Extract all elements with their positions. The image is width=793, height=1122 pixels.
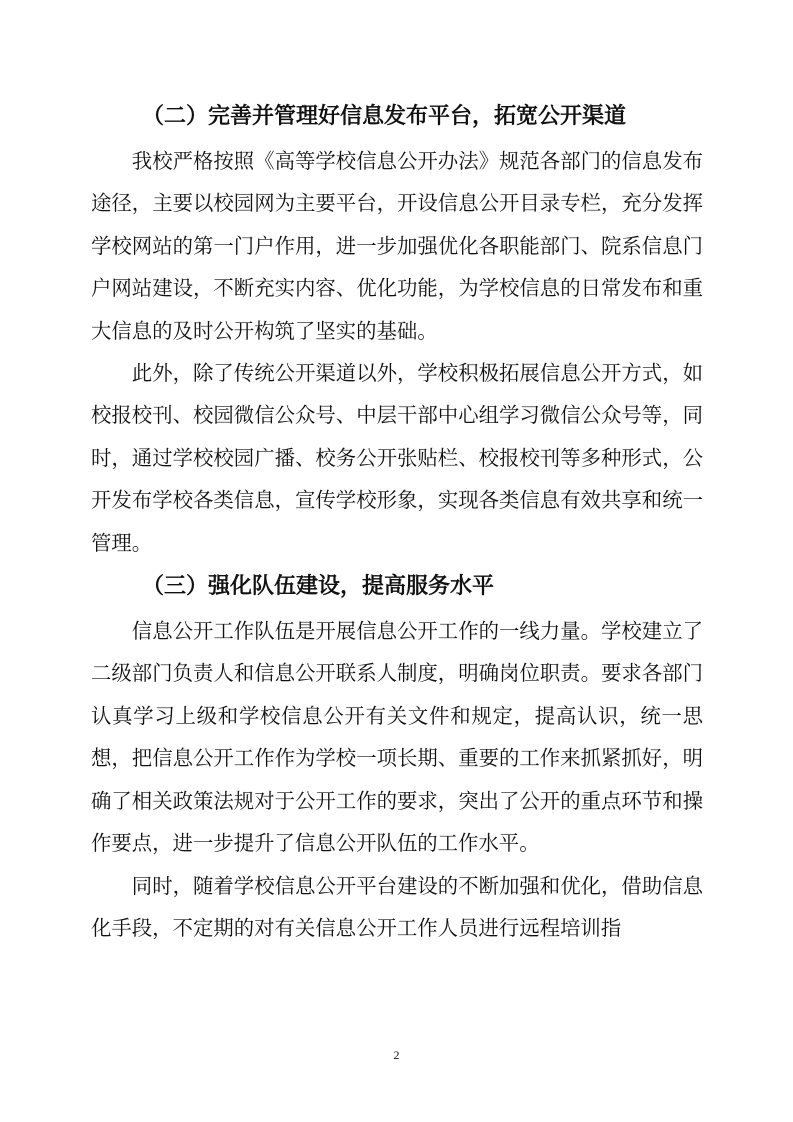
page-number: 2	[393, 1048, 400, 1062]
section-heading-team: （三）强化队伍建设，提高服务水平	[142, 574, 495, 600]
paragraph-platform-publishing: 我校严格按照《高等学校信息公开办法》规范各部门的信息发布途径，主要以校园网为主要平台，开设信息公开目录专栏，充分发挥学校网站的第一门户作用，进一步加强优化各职能部门、院系信息门户网站建设，不断充实内容、优化功能，为学校信息的日常发布和重大信息的及时公开构筑了坚实的基础。	[91, 149, 703, 343]
section-heading-platform: （二）完善并管理好信息发布平台，拓宽公开渠道	[142, 104, 627, 129]
paragraph-team-building: 信息公开工作队伍是开展信息公开工作的一线力量。学校建立了二级部门负责人和信息公开联系人制度，明确岗位职责。要求各部门认真学习上级和学校信息公开有关文件和规定，提高认识，统一思想，把信息公开工作作为学校一项长期、重要的工作来抓紧抓好，明确了相关政策法规对于公开工作的要求，突出了公开的重点环节和操作要点，进一步提升了信息公开队伍的工作水平。	[91, 619, 703, 856]
paragraph-channel-expansion: 此外，除了传统公开渠道以外，学校积极拓展信息公开方式，如校报校刊、校园微信公众号、中层干部中心组学习微信公众号等，同时，通过学校校园广播、校务公开张贴栏、校报校刊等多种形式，公开发布学校各类信息，宣传学校形象，实现各类信息有效共享和统一管理。	[91, 361, 703, 555]
paragraph-training: 同时，随着学校信息公开平台建设的不断加强和优化，借助信息化手段，不定期的对有关信息公开工作人员进行远程培训指	[91, 873, 703, 940]
page-body	[91, 94, 703, 949]
